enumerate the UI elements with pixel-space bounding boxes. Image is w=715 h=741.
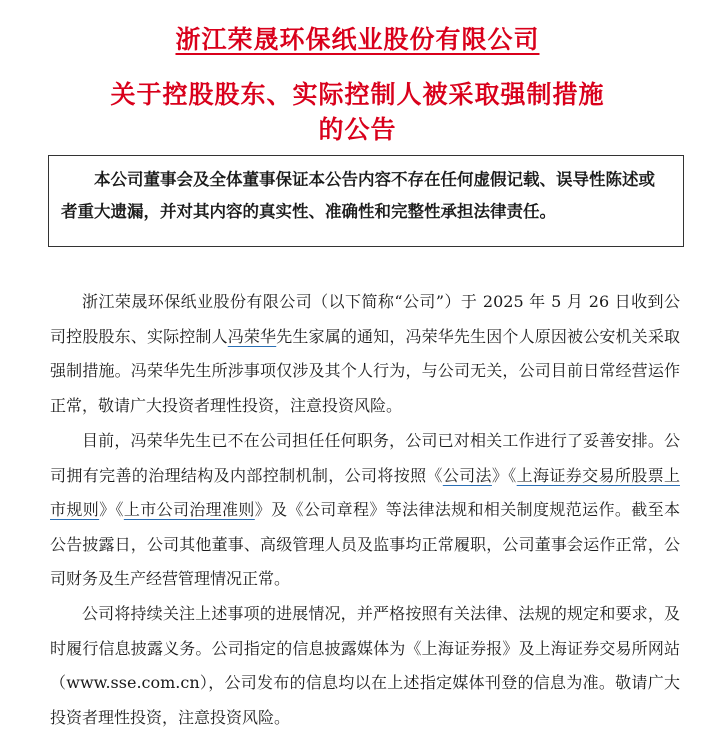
governance-code-link[interactable]: 上市公司治理准则 bbox=[123, 500, 255, 519]
paragraph-2-text-b: 》《 bbox=[491, 465, 517, 485]
announcement-subject-line1: 关于控股股东、实际控制人被采取强制措施 bbox=[110, 80, 605, 109]
paragraph-2-text-a: 目前，冯荣华先生已不在公司担任任何职务，公司已对相关工作进行了妥善安排。公司拥有完善的治理结构及内部控制机制，公司将按照《 bbox=[50, 431, 680, 485]
paragraph-1 bbox=[50, 285, 680, 423]
board-guarantee-notice: 本公司董事会及全体董事保证本公告内容不存在任何虚假记载、误导性陈述或者重大遗漏，并对其内容的真实性、准确性和完整性承担法律责任。 bbox=[48, 155, 684, 247]
paragraph-3: 公司将持续关注上述事项的进展情况，并严格按照有关法律、法规的规定和要求，及时履行信息披露义务。公司指定的信息披露媒体为《上海证券报》及上海证券交易所网站（www.sse.com.cn），公司发布的信息均以在上述指定媒体刊登的信息为准。敬请广大投资者理性投资，注意投资风险。 bbox=[50, 604, 680, 727]
person-name-link[interactable]: 冯荣华 bbox=[227, 326, 277, 346]
paragraph-1-text-a: 浙江荣晟环保纸业股份有限公司（以下简称“公司”）于 2025 年 5 月 26 日收到公司控股股东、实际控制人 bbox=[50, 292, 680, 346]
paragraph-2-text-c: 》《 bbox=[99, 500, 124, 519]
announcement-subject-line2: 的公告 bbox=[318, 115, 397, 144]
paragraph-2-text-d: 》及《公司章程》等法律法规和相关制度规范运作。截至本公告披露日，公司其他董事、高级管理人员及监事均正常履职，公司董事会运作正常，公司财务及生产经营管理情况正常。 bbox=[50, 500, 680, 588]
paragraph-2 bbox=[50, 424, 680, 597]
company-law-link[interactable]: 公司法 bbox=[442, 465, 492, 485]
paragraph-1-text-b: 先生家属的通知，冯荣华先生因个人原因被公安机关采取强制措施。冯荣华先生所涉事项仅涉及其个人行为，与公司无关，公司目前日常经营运作正常，敬请广大投资者理性投资，注意投资风险。 bbox=[50, 326, 680, 415]
company-title: 浙江荣晟环保纸业股份有限公司 bbox=[175, 25, 540, 54]
listing-rules-link[interactable]: 上海证券交易所股票上市规则 bbox=[50, 465, 680, 519]
